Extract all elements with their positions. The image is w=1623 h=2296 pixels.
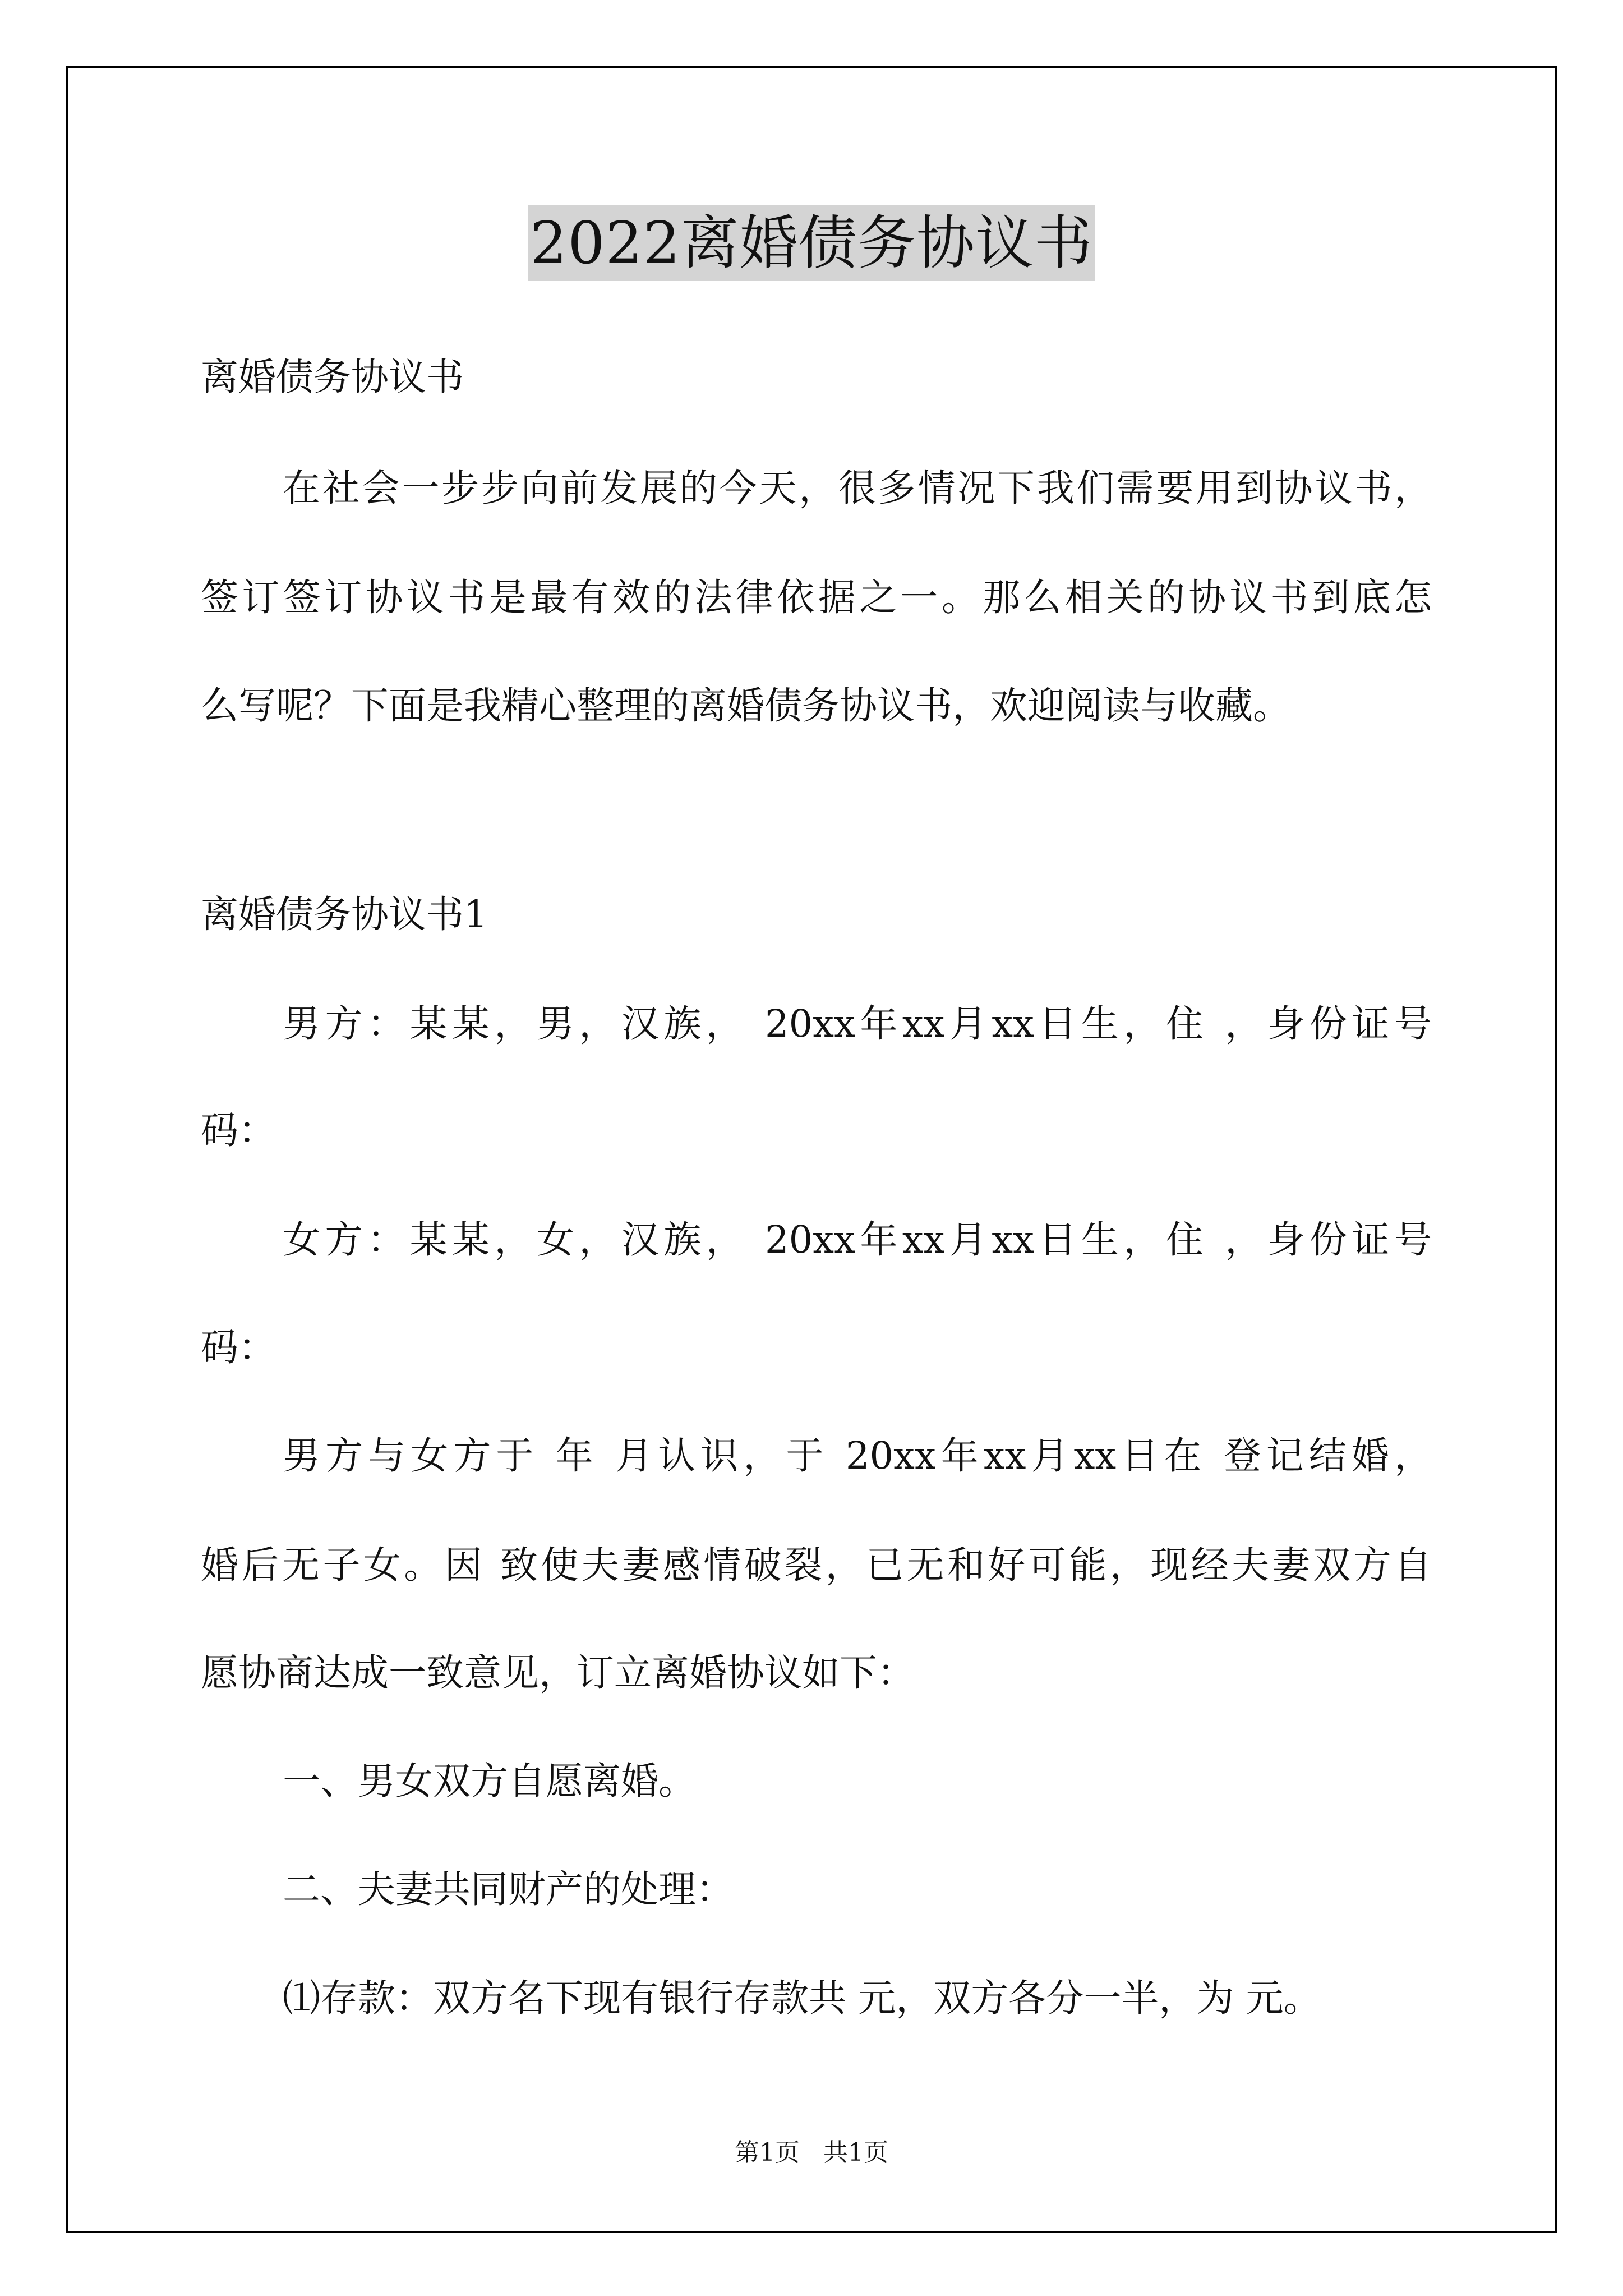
page-number: 第1页	[735, 2138, 800, 2167]
paragraph-line: 愿协商达成一致意见，订立离婚协议如下：	[201, 1651, 915, 1695]
clause-line: ⑴存款：双方名下现有银行存款共 元，双方各分一半，为 元。	[283, 1976, 1321, 2020]
title-container	[0, 205, 1623, 281]
paragraph-line: 在社会一步步向前发展的今天，很多情况下我们需要用到协议书，	[283, 466, 1432, 510]
paragraph-line: 码：	[201, 1326, 276, 1369]
page-footer	[0, 2136, 1623, 2170]
document-title: 2022离婚债务协议书	[528, 205, 1095, 281]
clause-line: 二、夫妻共同财产的处理：	[283, 1867, 734, 1911]
paragraph-line: 签订签订协议书是最有效的法律依据之一。那么相关的协议书到底怎	[201, 576, 1432, 619]
paragraph-line: 女方：某某，女，汉族， 20xx年xx月xx日生，住 ，身份证号	[283, 1218, 1432, 1262]
paragraph-line: 男方：某某，男，汉族， 20xx年xx月xx日生，住 ，身份证号	[283, 1002, 1432, 1046]
page-total: 共1页	[823, 2138, 888, 2167]
paragraph-line: 婚后无子女。因 致使夫妻感情破裂，已无和好可能，现经夫妻双方自	[201, 1543, 1432, 1587]
section-heading: 离婚债务协议书	[201, 355, 464, 399]
paragraph-line: 码：	[201, 1108, 276, 1152]
paragraph-line: 男方与女方于 年 月认识，于 20xx年xx月xx日在 登记结婚，	[283, 1434, 1432, 1478]
clause-line: 一、男女双方自愿离婚。	[283, 1759, 696, 1803]
section-heading: 离婚债务协议书1	[201, 892, 488, 936]
paragraph-line: 么写呢？下面是我精心整理的离婚债务协议书，欢迎阅读与收藏。	[201, 684, 1290, 728]
